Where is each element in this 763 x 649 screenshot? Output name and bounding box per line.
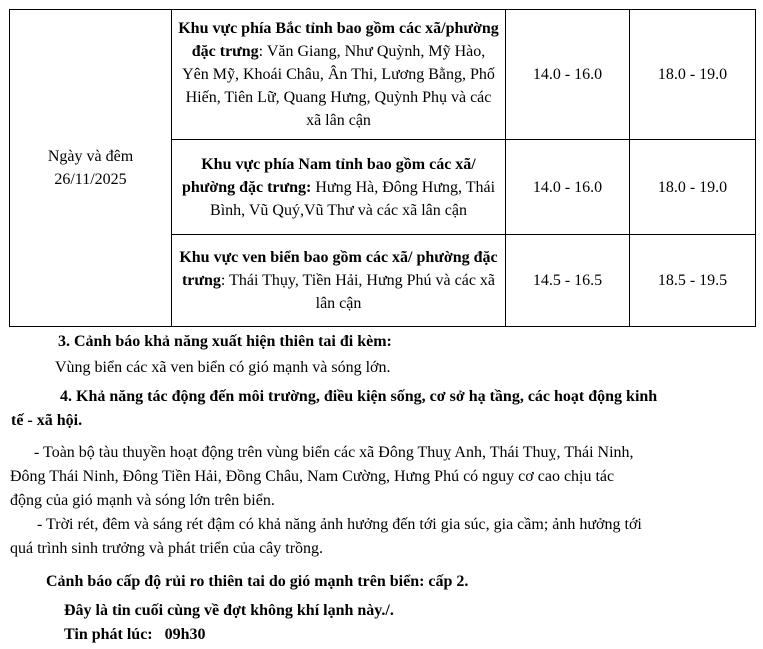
impact-paragraph-2-line2: quá trình sinh trưởng và phát triển của cây trồng.	[10, 540, 324, 557]
section4-heading-line2: tế - xã hội.	[11, 412, 83, 429]
issued-label: Tin phát lúc:	[64, 626, 153, 643]
impact-paragraph-2-line1: - Trời rét, đêm và sáng rét đậm có khả năng ảnh hưởng đến tới gia súc, gia cầm; ảnh hưởng tới	[37, 516, 642, 533]
region-cell-north	[172, 10, 506, 140]
time-label-line2: 26/11/2025	[54, 171, 127, 188]
region-south-text: Hưng Hà, Đông Hưng, Thái Bình, Vũ Quý,Vũ Thư và các xã lân cận	[210, 178, 496, 219]
section3-body: Vùng biển các xã ven biển có gió mạnh và sóng lớn.	[55, 359, 391, 376]
impact-paragraph-1-line2: Đông Thái Ninh, Đông Tiền Hải, Đồng Châu, Nam Cường, Hưng Phú có nguy cơ cao chịu tác	[10, 468, 615, 485]
region-cell-coastal	[172, 235, 506, 327]
min-temp-north: 14.0 - 16.0	[506, 10, 630, 140]
max-temp-south: 18.0 - 19.0	[630, 140, 756, 235]
impact-paragraph-1-line1: - Toàn bộ tàu thuyền hoạt động trên vùng biển các xã Đông Thuỵ Anh, Thái Thuỵ, Thái Ninh,	[34, 444, 634, 461]
min-temp-coastal: 14.5 - 16.5	[506, 235, 630, 327]
min-temp-south: 14.0 - 16.0	[506, 140, 630, 235]
region-north-bold: Khu vực phía Bắc tỉnh bao gồm các xã/phường đặc trưng	[178, 20, 499, 60]
time-label-line1: Ngày và đêm	[47, 148, 134, 165]
region-north-text: : Văn Giang, Như Quỳnh, Mỹ Hào, Yên Mỹ, Khoái Châu, Ân Thi, Lương Bằng, Phố Hiến, Tiên Lữ, Quang Hưng, Quỳnh Phụ và các xã lân cận	[182, 43, 495, 129]
warning-level: Cảnh báo cấp độ rủi ro thiên tai do gió mạnh trên biển: cấp 2.	[46, 573, 469, 590]
impact-paragraph-1-line3: động của gió mạnh và sóng lớn trên biển.	[10, 492, 275, 509]
section4-heading-line1: 4. Khả năng tác động đến môi trường, điều kiện sống, cơ sở hạ tầng, các hoạt động kinh	[60, 388, 658, 405]
region-cell-south	[172, 140, 506, 235]
forecast-table	[9, 9, 756, 327]
issued-time	[9, 623, 763, 647]
region-coastal-text: : Thái Thụy, Tiền Hải, Hưng Phú và các xã lân cận	[220, 272, 496, 312]
section3-heading: 3. Cảnh báo khả năng xuất hiện thiên tai đi kèm:	[58, 333, 392, 350]
table-row	[10, 10, 756, 140]
region-south-bold: Khu vực phía Nam tỉnh bao gồm các xã/ phường đặc trưng:	[181, 155, 476, 196]
region-coastal-bold: Khu vực ven biển bao gồm các xã/ phường đặc trưng	[179, 249, 498, 289]
issued-time-value: 09h30	[164, 626, 206, 643]
max-temp-coastal: 18.5 - 19.5	[630, 235, 756, 327]
max-temp-north: 18.0 - 19.0	[630, 10, 756, 140]
final-note: Đây là tin cuối cùng về đợt không khí lạnh này./.	[64, 602, 394, 619]
time-period-cell	[10, 10, 172, 327]
